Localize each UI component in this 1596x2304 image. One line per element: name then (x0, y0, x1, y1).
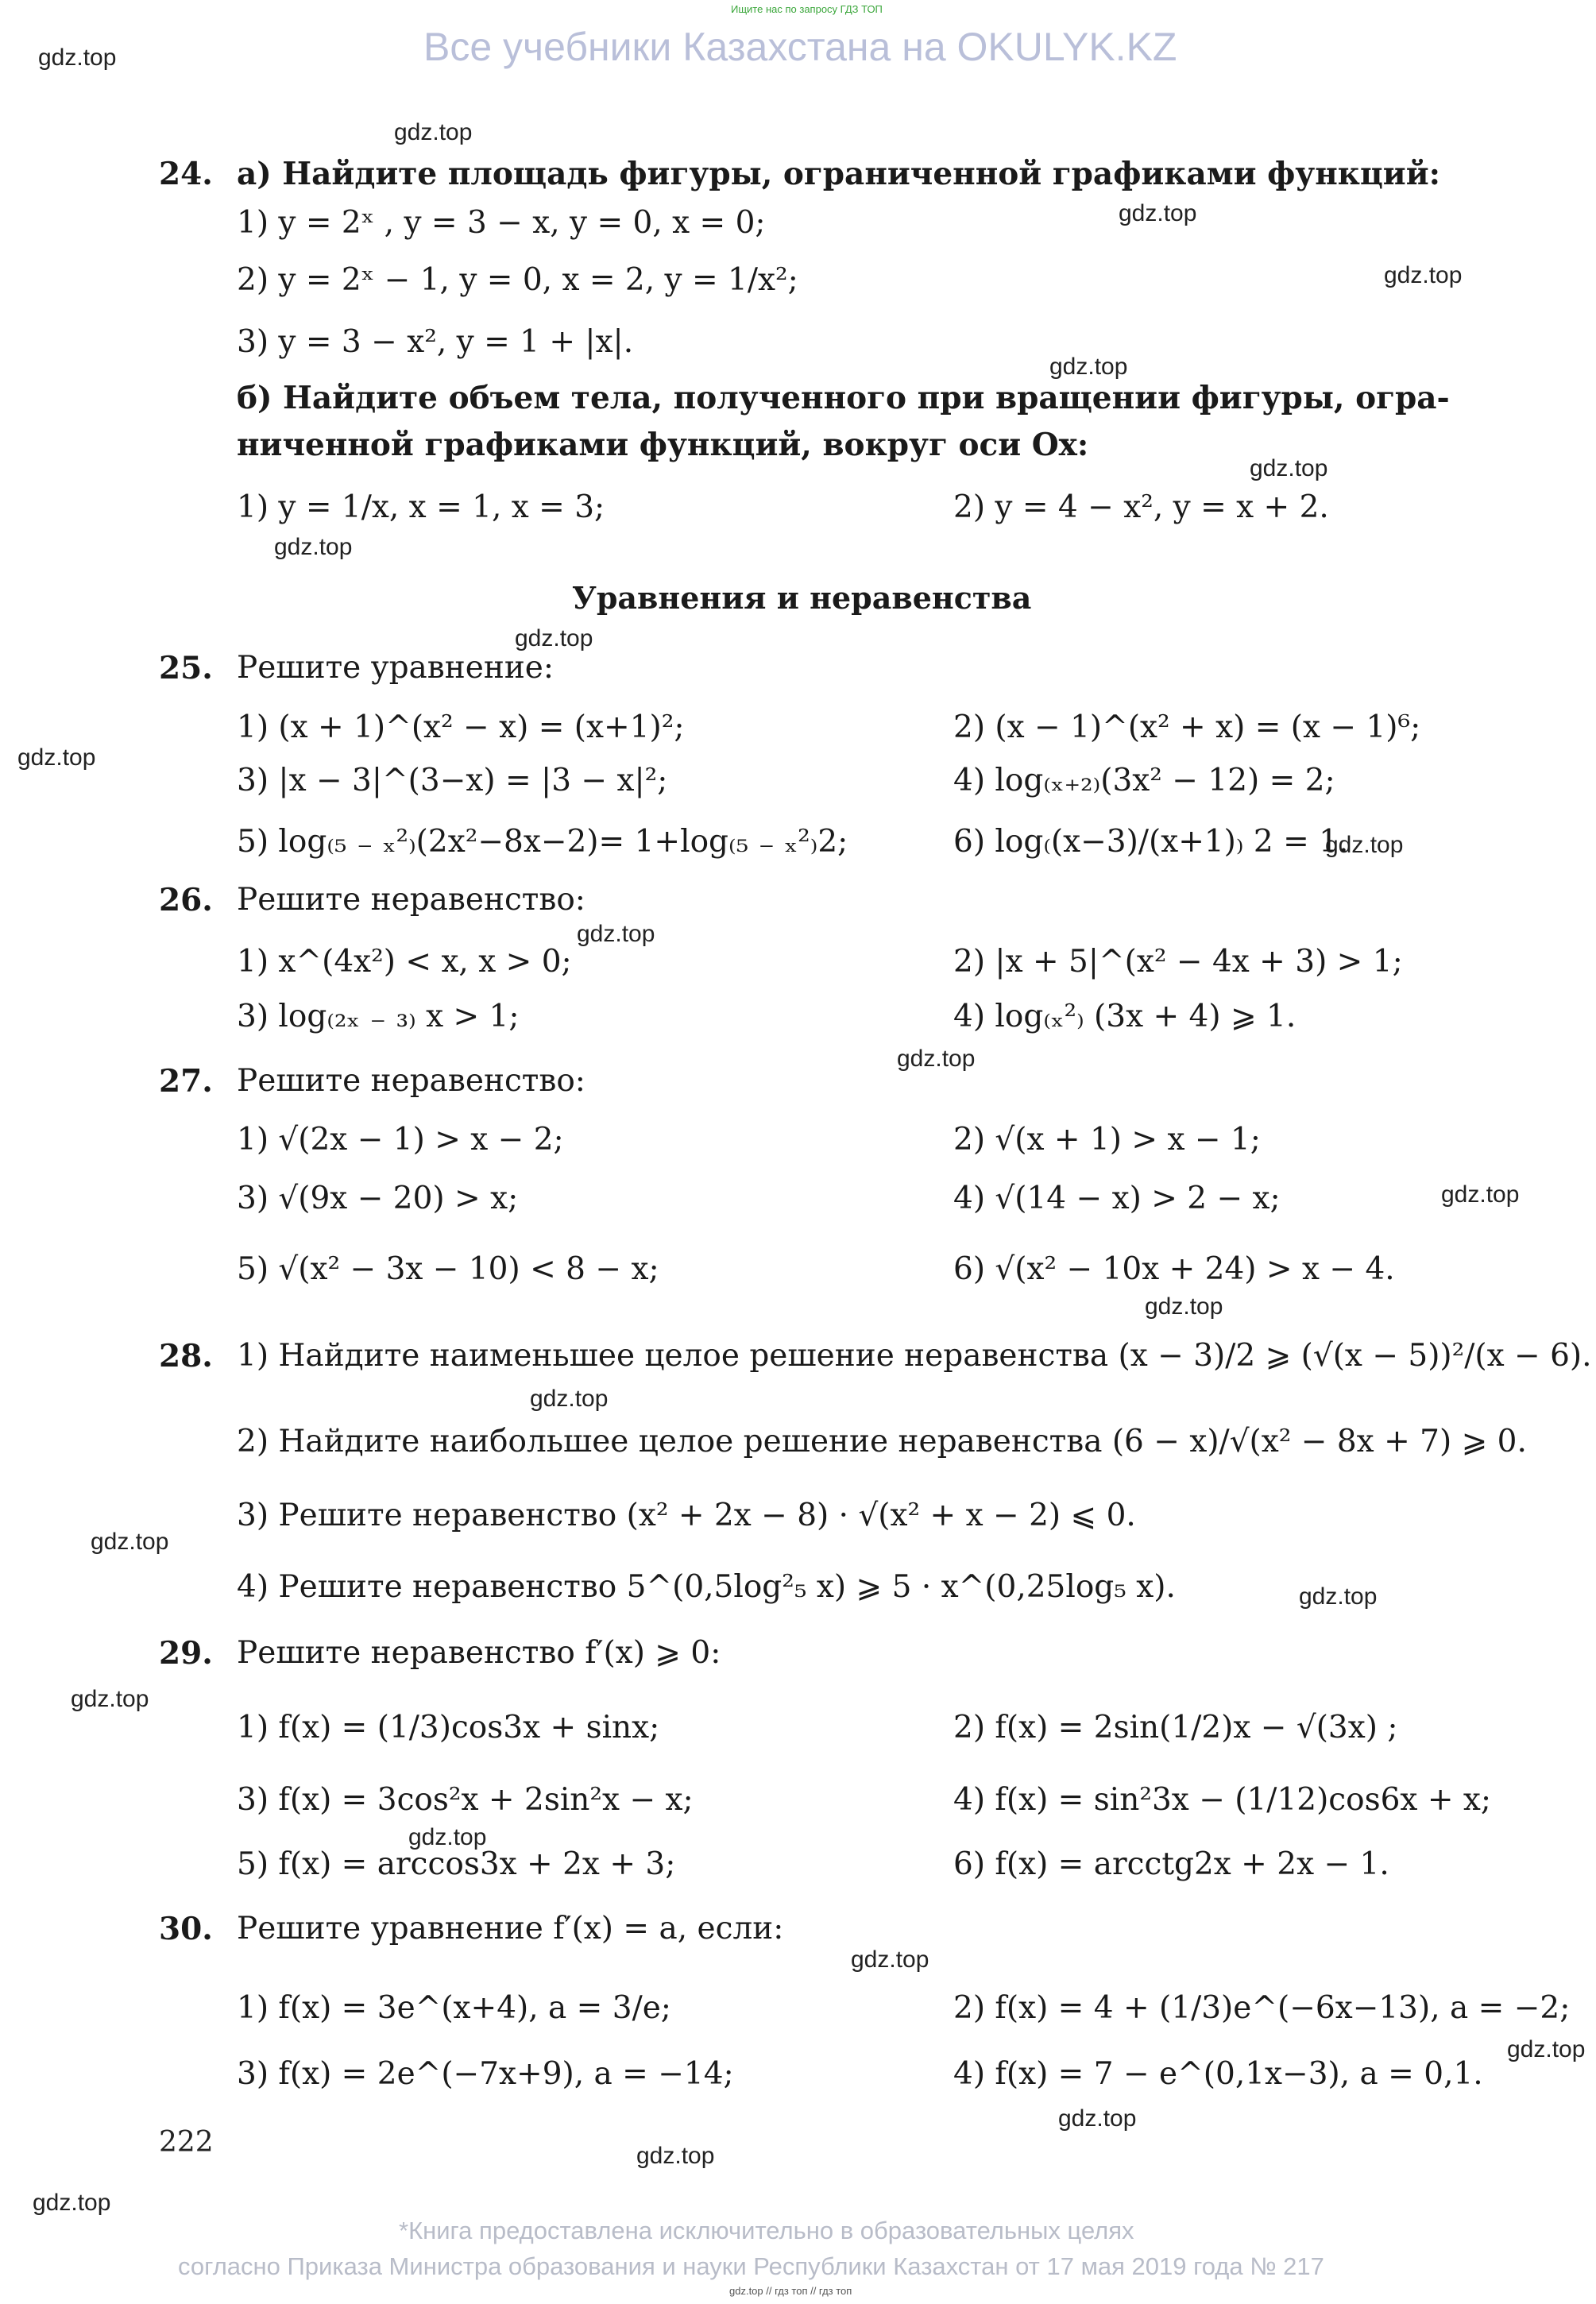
footer-tiny-links: gdz.top // гдз топ // гдз топ (729, 2285, 852, 2297)
problem-27-item-2: 2) √(x + 1) > x − 1; (953, 1122, 1261, 1158)
problem-number: 27. (159, 1063, 213, 1100)
problem-24-b1: 1) y = 1/x, x = 1, x = 3; (237, 489, 605, 525)
problem-27-item-3: 3) √(9x − 20) > x; (237, 1181, 519, 1216)
watermark: gdz.top (1058, 2105, 1137, 2132)
problem-25-item-1: 1) (x + 1)^(x² − x) = (x+1)²; (237, 709, 685, 745)
problem-24-b-line1: б) Найдите объем тела, полученного при вращении фигуры, огра- (237, 380, 1450, 416)
page-number: 222 (159, 2126, 214, 2159)
problem-29-title: Решите неравенство f′(x) ⩾ 0: (237, 1635, 721, 1671)
watermark: gdz.top (1049, 354, 1128, 380)
watermark: gdz.top (38, 44, 117, 71)
watermark: gdz.top (577, 921, 655, 947)
problem-28-item-4: 4) Решите неравенство 5^(0,5log²₅ x) ⩾ 5 · x^(0,25log₅ x). (237, 1569, 1176, 1605)
problem-25-title: Решите уравнение: (237, 650, 555, 686)
problem-27-title: Решите неравенство: (237, 1063, 585, 1099)
problem-25-item-3: 3) |x − 3|^(3−x) = |3 − x|²; (237, 763, 668, 798)
footer-line-1: *Книга предоставлена исключительно в образовательных целях (399, 2217, 1134, 2244)
watermark: gdz.top (33, 2190, 111, 2216)
watermark: gdz.top (408, 1824, 487, 1850)
problem-28-item-2: 2) Найдите наибольшее целое решение неравенства (6 − x)/√(x² − 8x + 7) ⩾ 0. (237, 1424, 1527, 1459)
problem-number: 28. (159, 1338, 213, 1374)
problem-29-item-4: 4) f(x) = sin²3x − (1/12)cos6x + x; (953, 1782, 1492, 1818)
top-hint: Ищите нас по запросу ГДЗ ТОП (731, 3, 883, 15)
problem-24-a2: 2) y = 2ˣ − 1, y = 0, x = 2, y = 1/x²; (237, 262, 798, 298)
problem-29-item-6: 6) f(x) = arcctg2x + 2x − 1. (953, 1846, 1389, 1882)
problem-number: 26. (159, 882, 213, 918)
problem-26-item-1: 1) x^(4x²) < x, x > 0; (237, 944, 572, 980)
problem-25-item-6: 6) log₍(x−3)/(x+1)₎ 2 = 1. (953, 824, 1349, 860)
problem-number: 29. (159, 1635, 213, 1672)
footer-line-2: согласно Приказа Министра образования и науки Республики Казахстан от 17 мая 2019 года № 217 (178, 2252, 1324, 2280)
watermark: gdz.top (851, 1946, 929, 1973)
problem-24-b2: 2) y = 4 − x², y = x + 2. (953, 489, 1329, 525)
problem-24-a1: 1) y = 2ˣ , y = 3 − x, y = 0, x = 0; (237, 205, 766, 241)
problem-number: 30. (159, 1911, 213, 1947)
problem-25-item-4: 4) log₍ₓ₊₂₎(3x² − 12) = 2; (953, 763, 1335, 798)
watermark: gdz.top (1441, 1181, 1520, 1208)
problem-27-item-1: 1) √(2x − 1) > x − 2; (237, 1122, 564, 1158)
problem-29-item-5: 5) f(x) = arccos3x + 2x + 3; (237, 1846, 676, 1882)
problem-26-item-2: 2) |x + 5|^(x² − 4x + 3) > 1; (953, 944, 1403, 980)
problem-30-item-3: 3) f(x) = 2e^(−7x+9), a = −14; (237, 2056, 734, 2092)
watermark: gdz.top (17, 744, 96, 771)
watermark: gdz.top (530, 1386, 609, 1412)
watermark: gdz.top (515, 625, 593, 651)
problem-25-item-5: 5) log₍₅ ₋ ₓ²₎(2x²−8x−2)= 1+log₍₅ ₋ ₓ²₎2; (237, 824, 848, 860)
problem-25-item-2: 2) (x − 1)^(x² + x) = (x − 1)⁶; (953, 709, 1421, 745)
problem-28-item-1: 1) Найдите наименьшее целое решение неравенства (x − 3)/2 ⩾ (√(x − 5))²/(x − 6). (237, 1338, 1592, 1374)
problem-30-item-2: 2) f(x) = 4 + (1/3)e^(−6x−13), a = −2; (953, 1990, 1571, 2026)
problem-28-item-3: 3) Решите неравенство (x² + 2x − 8) · √(x² + x − 2) ⩽ 0. (237, 1498, 1136, 1533)
watermark: gdz.top (91, 1529, 169, 1555)
problem-26-title: Решите неравенство: (237, 882, 585, 918)
problem-29-item-3: 3) f(x) = 3cos²x + 2sin²x − x; (237, 1782, 694, 1818)
watermark: gdz.top (394, 119, 473, 145)
watermark: gdz.top (1384, 262, 1463, 288)
watermark: gdz.top (897, 1046, 976, 1072)
problem-29-item-1: 1) f(x) = (1/3)cos3x + sinx; (237, 1710, 660, 1745)
problem-30-item-1: 1) f(x) = 3e^(x+4), a = 3/e; (237, 1990, 671, 2026)
site-banner: Все учебники Казахстана на OKULYK.KZ (423, 25, 1177, 69)
watermark: gdz.top (274, 534, 353, 560)
problem-26-item-3: 3) log₍₂ₓ ₋ ₃₎ x > 1; (237, 999, 520, 1034)
watermark: gdz.top (1250, 455, 1328, 481)
watermark: gdz.top (1325, 832, 1404, 858)
problem-29-item-2: 2) f(x) = 2sin(1/2)x − √(3x) ; (953, 1710, 1398, 1745)
section-title: Уравнения и неравенства (572, 580, 1032, 616)
watermark: gdz.top (71, 1686, 149, 1712)
watermark: gdz.top (1299, 1583, 1378, 1610)
problem-number: 25. (159, 650, 213, 686)
watermark: gdz.top (1145, 1293, 1223, 1320)
watermark: gdz.top (636, 2143, 715, 2169)
problem-30-item-4: 4) f(x) = 7 − e^(0,1x−3), a = 0,1. (953, 2056, 1483, 2092)
problem-24-a3: 3) y = 3 − x², y = 1 + |x|. (237, 324, 634, 360)
problem-24-a: а) Найдите площадь фигуры, ограниченной графиками функций: (237, 156, 1441, 192)
problem-27-item-4: 4) √(14 − x) > 2 − x; (953, 1181, 1281, 1216)
problem-24-b-line2: ниченной графиками функций, вокруг оси Ox: (237, 427, 1089, 463)
problem-27-item-6: 6) √(x² − 10x + 24) > x − 4. (953, 1251, 1395, 1287)
watermark: gdz.top (1507, 2036, 1586, 2062)
problem-number: 24. (159, 156, 213, 192)
problem-30-title: Решите уравнение f′(x) = a, если: (237, 1911, 784, 1946)
watermark: gdz.top (1119, 200, 1197, 226)
problem-27-item-5: 5) √(x² − 3x − 10) < 8 − x; (237, 1251, 659, 1287)
problem-26-item-4: 4) log₍ₓ²₎ (3x + 4) ⩾ 1. (953, 999, 1297, 1034)
